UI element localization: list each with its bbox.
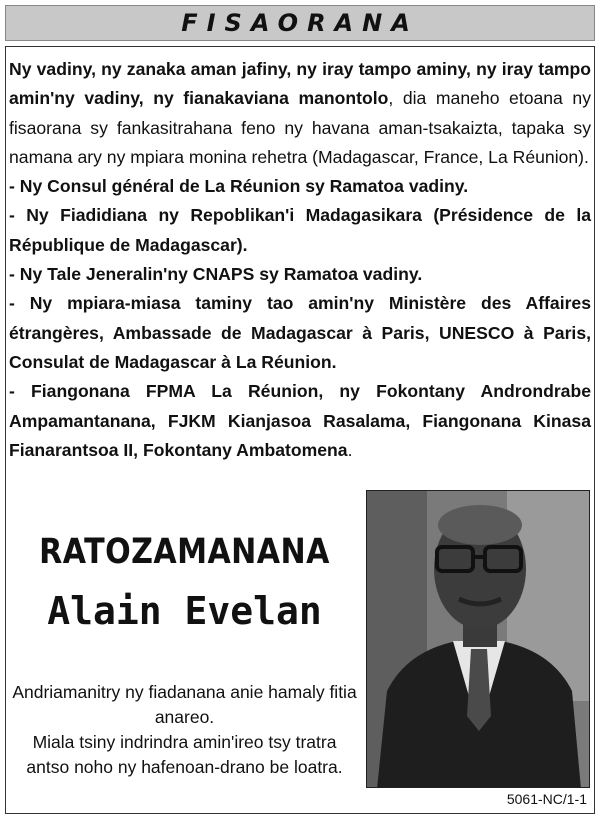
thanks-item: - Ny Tale Jeneralin'ny CNAPS sy Ramatoa vadiny.: [9, 264, 423, 285]
thanks-item: - Ny mpiara-miasa taminy tao amin'ny Ministère des Affaires étrangères, Ambassade de Madagascar à Paris, UNESCO à Paris, Consulat de Madagascar à La Réunion.: [9, 293, 591, 372]
portrait-image: [367, 491, 590, 788]
notice-title: FISAORANA: [181, 9, 419, 37]
deceased-firstname: Alain Evelan: [47, 589, 322, 633]
deceased-name: [12, 528, 357, 636]
prayer-line: Andriamanitry ny fiadanana anie hamaly fitia anareo.: [12, 682, 357, 727]
thanks-text: [9, 55, 591, 465]
intro-paragraph: [9, 55, 591, 172]
ad-reference: 5061-NC/1-1: [506, 791, 587, 807]
prayer-line: Miala tsiny indrindra amin'ireo tsy tratra antso noho ny hafenoan-drano be loatra.: [26, 732, 343, 777]
thanks-item-last-text: - Fiangonana FPMA La Réunion, ny Fokontany Androndrabe Ampamantanana, FJKM Kianjasoa Rasalama, Fiangonana Kinasa Fianarantsoa II, Fokontany Ambatomena: [9, 381, 591, 460]
intro-rest: , dia maneho etoana ny fisaorana sy fankasitrahana feno ny havana aman-tsakaizta, tapaka sy namana ary ny mpiara monina rehetra (Madagascar, France, La Réunion).: [9, 88, 591, 167]
portrait-photo: [366, 490, 590, 788]
prayer-text: [12, 680, 357, 780]
deceased-surname: RATOZAMANANA: [39, 532, 330, 572]
thanks-item-last: [9, 377, 591, 465]
notice-header: [5, 5, 595, 41]
family-list: Ny vadiny, ny zanaka aman jafiny, ny iray tampo aminy, ny iray tampo amin'ny vadiny, ny fianakaviana manontolo: [9, 59, 591, 109]
thanks-item: - Ny Consul général de La Réunion sy Ramatoa vadiny.: [9, 176, 469, 197]
thanks-item-last-end: .: [347, 439, 353, 460]
thanks-item: - Ny Fiadidiana ny Repoblikan'i Madagasikara (Présidence de la République de Madagascar).: [9, 205, 591, 255]
